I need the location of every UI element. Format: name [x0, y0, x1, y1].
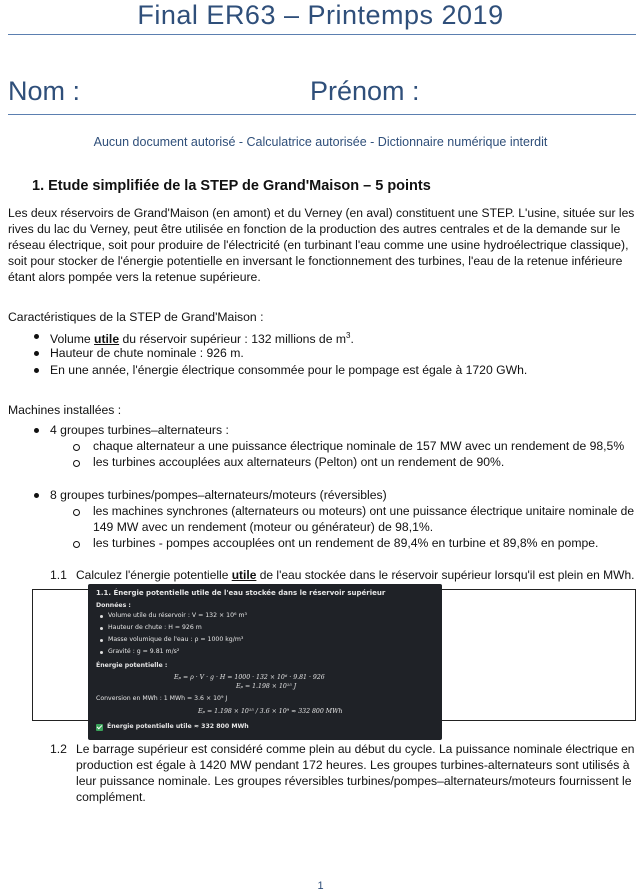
q12-line-1: Le barrage supérieur est considéré comme plein au début du cycle. La puissance nominale électrique en — [76, 742, 635, 756]
section-heading: 1. Etude simplifiée de la STEP de Grand'Maison – 5 points — [32, 178, 431, 194]
caract-title: Caractéristiques de la STEP de Grand'Maison : — [8, 310, 264, 324]
sub-bullet — [73, 541, 80, 548]
q11-number: 1.1 — [50, 568, 67, 582]
bullet-dot — [34, 368, 39, 373]
answer-bullet — [100, 615, 103, 618]
intro-line-2: rives du lac du Verney, peut être utilisée en fonction de la production des autres centrales et de la demande sur le — [8, 222, 621, 236]
answer-eq1: Eₚ = ρ · V · g · H = 1000 · 132 × 10⁶ · 9.81 · 926 — [174, 674, 325, 681]
q11-pre: Calculez l'énergie potentielle — [76, 568, 232, 582]
answer-title: 1.1. Énergie potentielle utile de l'eau stockée dans le réservoir supérieur — [96, 589, 386, 597]
check-icon — [96, 724, 103, 731]
answer-bullet — [100, 627, 103, 630]
sub-bullet — [73, 460, 80, 467]
caract-volume-utile: utile — [94, 332, 120, 347]
q11-text — [76, 567, 635, 583]
intro-line-5: étant alors pompée vers la retenue supérieure. — [8, 270, 261, 284]
caract-volume-end: . — [350, 332, 354, 347]
nom-label: Nom : — [8, 76, 81, 106]
answer-item-volume: Volume utile du réservoir : V = 132 × 10⁶ m³ — [108, 612, 247, 619]
q11-utile: utile — [231, 568, 257, 582]
caract-volume-pre: Volume — [50, 332, 95, 347]
caract-item-hauteur: Hauteur de chute nominale : 926 m. — [50, 346, 244, 360]
answer-item-masse: Masse volumique de l'eau : ρ = 1000 kg/m³ — [108, 636, 244, 643]
answer-eq3: Eₚ = 1.198 × 10¹⁵ / 3.6 × 10⁹ ≈ 332 800 MWh — [198, 708, 343, 715]
bullet-dot — [34, 334, 39, 339]
answer-energie: Énergie potentielle : — [96, 662, 168, 669]
machines-title: Machines installées : — [8, 403, 122, 417]
intro-line-1: Les deux réservoirs de Grand'Maison (en amont) et du Verney (en aval) constituent une STEP. L'usine, située sur les — [8, 206, 635, 220]
sub-bullet — [73, 444, 80, 451]
group1-item-2: les turbines accouplées aux alternateurs (Pelton) ont un rendement de 90%. — [93, 455, 505, 469]
caract-volume-post: du réservoir supérieur : 132 millions de m — [119, 332, 347, 347]
q11-post: de l'eau stockée dans le réservoir supérieur lorsqu'il est plein en MWh. — [256, 568, 635, 582]
answer-bullet — [100, 639, 103, 642]
intro-line-4: soit pour stocker de l'énergie potentielle en inversant le fonctionnement des turbines, l'eau de la retenue inférieure — [8, 254, 623, 268]
title-divider — [8, 34, 636, 35]
q12-line-4: complément. — [76, 790, 146, 804]
name-divider — [8, 114, 636, 115]
answer-item-hauteur: Hauteur de chute : H = 926 m — [108, 624, 202, 631]
answer-bullet — [100, 651, 103, 654]
q12-number: 1.2 — [50, 742, 67, 756]
bullet-dot — [34, 493, 39, 498]
answer-donnees: Données : — [96, 602, 131, 609]
caract-item-energie: En une année, l'énergie électrique consommée pour le pompage est égale à 1720 GWh. — [50, 363, 528, 377]
answer-conversion: Conversion en MWh : 1 MWh = 3.6 × 10⁹ J — [96, 695, 228, 702]
group2-item-2: les turbines - pompes accouplées ont un rendement de 89,4% en turbine et 89,8% en pompe. — [93, 536, 599, 550]
bullet-dot — [34, 351, 39, 356]
group1-item-1: chaque alternateur a une puissance électrique nominale de 157 MW avec un rendement de 98,5% — [93, 439, 625, 453]
group1-label: 4 groupes turbines–alternateurs : — [50, 423, 229, 437]
document-title: Final ER63 – Printemps 2019 — [137, 0, 504, 30]
group2-item-1b: 149 MW avec un rendement (moteur ou générateur) de 98,1%. — [93, 520, 434, 534]
group2-label: 8 groupes turbines/pompes–alternateurs/moteurs (réversibles) — [50, 488, 387, 502]
caract-volume-sup: 3 — [346, 331, 351, 340]
answer-result: Énergie potentielle utile ≈ 332 800 MWh — [107, 723, 249, 730]
answer-item-gravite: Gravité : g = 9.81 m/s² — [108, 648, 180, 655]
answer-eq2: Eₚ = 1.198 × 10¹⁵ J — [236, 683, 297, 690]
sub-bullet — [73, 509, 80, 516]
group2-item-1a: les machines synchrones (alternateurs ou moteurs) ont une puissance électrique unitaire nominale de — [93, 504, 635, 518]
prenom-label: Prénom : — [310, 76, 420, 106]
exam-notice: Aucun document autorisé - Calculatrice autorisée - Dictionnaire numérique interdit — [93, 135, 548, 149]
q12-line-2: production est égale à 1420 MW pendant 172 heures. Les groupes turbines-alternateurs sont utilisés à — [76, 758, 630, 772]
intro-line-3: réseau électrique, soit pour produire de l'électricité (en turbinant l'eau comme une usine hydroélectrique classique), — [8, 238, 629, 252]
q12-line-3: leur puissance nominale. Les groupes réversibles turbines/pompes–alternateurs/moteurs fournissent le — [76, 774, 632, 788]
bullet-dot — [34, 428, 39, 433]
answer-screenshot — [88, 584, 442, 740]
page-number: 1 — [317, 880, 324, 892]
